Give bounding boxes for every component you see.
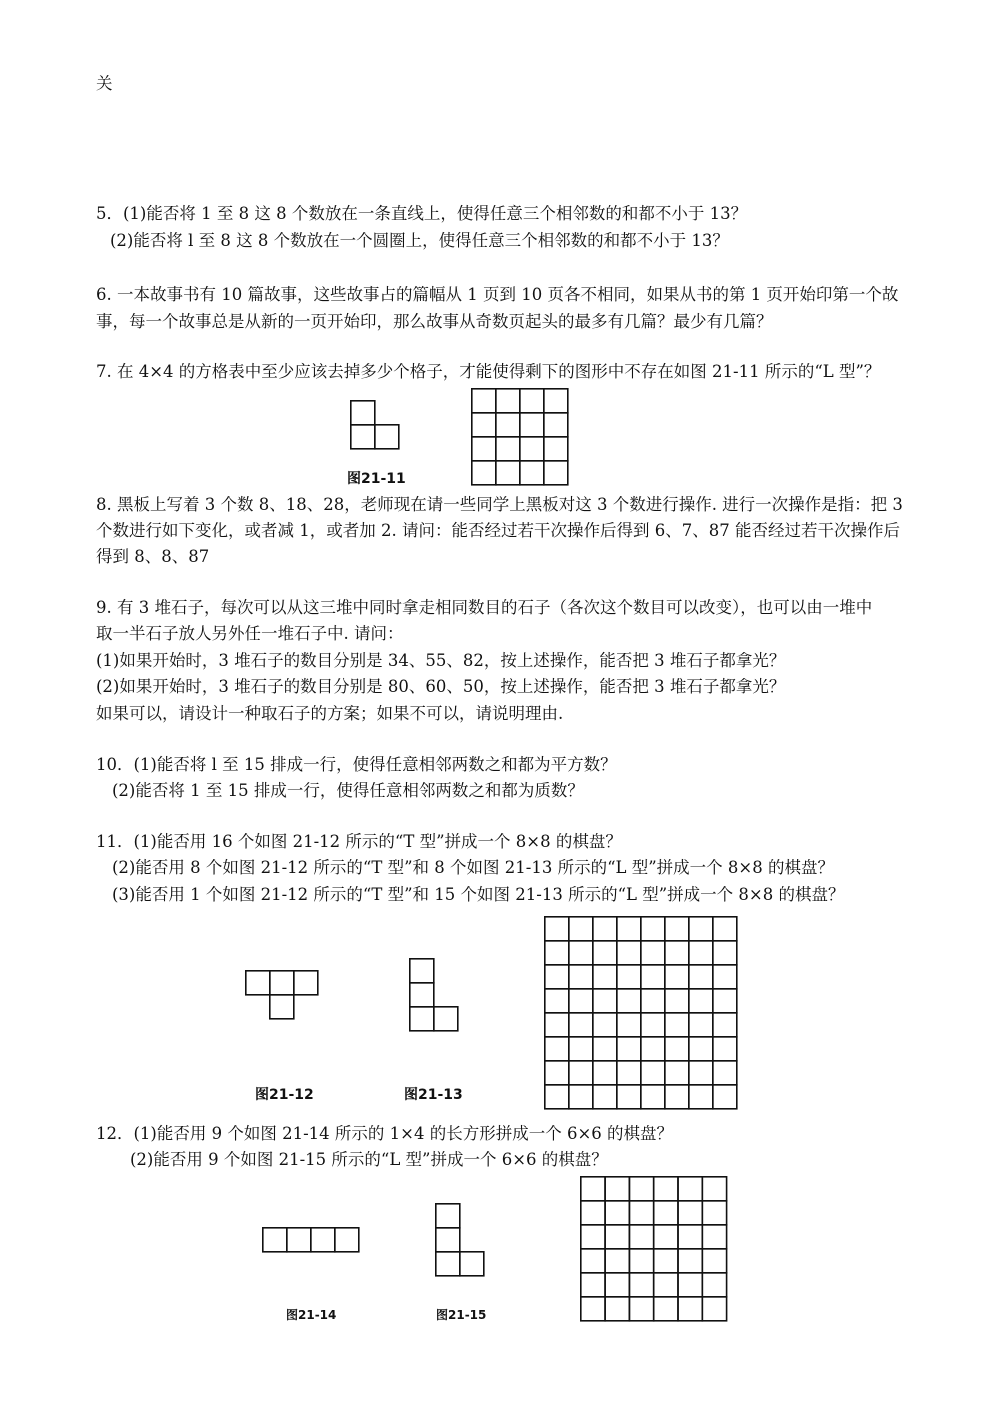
grid-cell bbox=[617, 1037, 641, 1061]
grid-cell bbox=[665, 1085, 689, 1109]
grid-cell bbox=[702, 1225, 726, 1249]
grid-cell bbox=[702, 1249, 726, 1273]
grid-cell bbox=[569, 1085, 593, 1109]
figure-21-15-l-shape bbox=[435, 1203, 487, 1279]
grid-cell bbox=[605, 1273, 629, 1297]
grid-cell bbox=[654, 1177, 678, 1201]
grid-cell bbox=[713, 941, 737, 965]
problem-9-line-5: 如果可以，请设计一种取石子的方案；如果不可以，请说明理由. bbox=[96, 704, 564, 723]
figure-21-14-caption: 图21-14 bbox=[286, 1308, 337, 1322]
grid-cell bbox=[689, 989, 713, 1013]
grid-cell bbox=[545, 1085, 569, 1109]
grid-cell bbox=[545, 989, 569, 1013]
grid-cell bbox=[605, 1201, 629, 1225]
grid-cell bbox=[702, 1297, 726, 1321]
grid-cell bbox=[545, 917, 569, 941]
problem-9-line-1: 9. 有 3 堆石子，每次可以从这三堆中同时拿走相同数目的石子（各次这个数目可以改变），也可以由一堆中 bbox=[96, 598, 873, 617]
grid-cell bbox=[593, 1085, 617, 1109]
grid-cell bbox=[617, 1013, 641, 1037]
grid-cell bbox=[665, 941, 689, 965]
chessboard-6x6 bbox=[580, 1176, 728, 1322]
grid-4x4 bbox=[471, 388, 569, 486]
grid-cell bbox=[678, 1225, 702, 1249]
problem-10-line-1: 10．(1)能否将 l 至 15 排成一行，使得任意相邻两数之和都为平方数？ bbox=[96, 755, 617, 774]
problem-8-line-1: 8. 黑板上写着 3 个数 8、18、28，老师现在请一些同学上黑板对这 3 个数进行操作. 进行一次操作是指：把 3 bbox=[96, 495, 903, 514]
grid-cell bbox=[617, 1061, 641, 1085]
figure-21-15-caption: 图21-15 bbox=[436, 1308, 487, 1322]
grid-cell bbox=[617, 1085, 641, 1109]
grid-cell bbox=[496, 461, 520, 485]
grid-cell bbox=[641, 1013, 665, 1037]
grid-cell bbox=[545, 941, 569, 965]
grid-cell bbox=[641, 989, 665, 1013]
grid-cell bbox=[569, 941, 593, 965]
grid-cell bbox=[496, 389, 520, 413]
grid-cell bbox=[593, 941, 617, 965]
grid-cell bbox=[520, 389, 544, 413]
grid-cell bbox=[581, 1201, 605, 1225]
grid-cell bbox=[545, 1037, 569, 1061]
grid-cell bbox=[665, 1061, 689, 1085]
problem-8-line-3: 得到 8、8、87 bbox=[96, 547, 210, 566]
grid-cell bbox=[678, 1297, 702, 1321]
grid-cell bbox=[689, 1085, 713, 1109]
problem-12-line-2: (2)能否用 9 个如图 21-15 所示的“L 型”拼成一个 6×6 的棋盘？ bbox=[130, 1150, 608, 1169]
grid-cell bbox=[689, 1013, 713, 1037]
problem-9-line-4: (2)如果开始时，3 堆石子的数目分别是 80、60、50，按上述操作，能否把 3 堆石子都拿光？ bbox=[96, 677, 786, 696]
grid-cell bbox=[713, 989, 737, 1013]
problem-11-line-1: 11．(1)能否用 16 个如图 21-12 所示的“T 型”拼成一个 8×8 的棋盘？ bbox=[96, 832, 622, 851]
grid-cell bbox=[605, 1249, 629, 1273]
grid-cell bbox=[569, 917, 593, 941]
figure-21-11-l-shape bbox=[350, 400, 402, 452]
grid-cell bbox=[629, 1177, 653, 1201]
grid-cell bbox=[617, 965, 641, 989]
grid-cell bbox=[665, 965, 689, 989]
problem-7-line-1: 7. 在 4×4 的方格表中至少应该去掉多少个格子，才能使得剩下的图形中不存在如图 21-11 所示的“L 型”？ bbox=[96, 362, 881, 381]
grid-cell bbox=[593, 917, 617, 941]
grid-cell bbox=[472, 461, 496, 485]
grid-cell bbox=[545, 1061, 569, 1085]
grid-cell bbox=[713, 1037, 737, 1061]
grid-cell bbox=[713, 917, 737, 941]
grid-cell bbox=[544, 437, 568, 461]
grid-cell bbox=[654, 1297, 678, 1321]
figure-21-11-caption: 图21-11 bbox=[347, 471, 406, 487]
grid-cell bbox=[654, 1249, 678, 1273]
grid-cell bbox=[665, 1037, 689, 1061]
grid-cell bbox=[678, 1273, 702, 1297]
grid-cell bbox=[617, 917, 641, 941]
grid-cell bbox=[641, 965, 665, 989]
grid-cell bbox=[472, 389, 496, 413]
figure-21-13-caption: 图21-13 bbox=[404, 1087, 463, 1103]
grid-cell bbox=[520, 413, 544, 437]
grid-cell bbox=[641, 1061, 665, 1085]
grid-cell bbox=[581, 1297, 605, 1321]
grid-cell bbox=[544, 413, 568, 437]
figure-21-12-t-shape bbox=[245, 970, 319, 1022]
grid-cell bbox=[654, 1201, 678, 1225]
grid-cell bbox=[593, 989, 617, 1013]
grid-cell bbox=[617, 989, 641, 1013]
grid-cell bbox=[713, 1013, 737, 1037]
grid-cell bbox=[713, 1061, 737, 1085]
grid-cell bbox=[605, 1225, 629, 1249]
grid-cell bbox=[654, 1273, 678, 1297]
grid-cell bbox=[581, 1273, 605, 1297]
grid-cell bbox=[641, 1085, 665, 1109]
problem-11-line-3: (3)能否用 1 个如图 21-12 所示的“T 型”和 15 个如图 21-13 所示的“L 型”拼成一个 8×8 的棋盘？ bbox=[112, 885, 845, 904]
figure-21-14-1x4-rectangle bbox=[262, 1227, 360, 1253]
grid-cell bbox=[641, 1037, 665, 1061]
grid-cell bbox=[569, 1061, 593, 1085]
grid-cell bbox=[520, 437, 544, 461]
problem-6-line-2: 事，每一个故事总是从新的一页开始印，那么故事从奇数页起头的最多有几篇？最少有几篇？ bbox=[96, 312, 773, 331]
grid-cell bbox=[472, 413, 496, 437]
grid-cell bbox=[689, 1061, 713, 1085]
problem-5-line-2: (2)能否将 l 至 8 这 8 个数放在一个圆圈上，使得任意三个相邻数的和都不小于 13？ bbox=[110, 231, 729, 250]
grid-cell bbox=[581, 1249, 605, 1273]
grid-cell bbox=[689, 965, 713, 989]
grid-cell bbox=[678, 1177, 702, 1201]
grid-cell bbox=[496, 413, 520, 437]
grid-cell bbox=[593, 1037, 617, 1061]
problem-10-line-2: (2)能否将 1 至 15 排成一行，使得任意相邻两数之和都为质数？ bbox=[112, 781, 584, 800]
grid-cell bbox=[702, 1273, 726, 1297]
grid-cell bbox=[569, 965, 593, 989]
grid-cell bbox=[665, 917, 689, 941]
grid-cell bbox=[593, 965, 617, 989]
grid-cell bbox=[593, 1013, 617, 1037]
grid-cell bbox=[544, 461, 568, 485]
grid-cell bbox=[629, 1249, 653, 1273]
grid-cell bbox=[605, 1177, 629, 1201]
grid-cell bbox=[617, 941, 641, 965]
grid-cell bbox=[629, 1297, 653, 1321]
grid-cell bbox=[654, 1225, 678, 1249]
problem-9-line-3: (1)如果开始时，3 堆石子的数目分别是 34、55、82，按上述操作，能否把 3 堆石子都拿光？ bbox=[96, 651, 786, 670]
figure-21-12-caption: 图21-12 bbox=[255, 1087, 314, 1103]
grid-cell bbox=[702, 1177, 726, 1201]
figure-21-13-l-shape bbox=[409, 958, 461, 1034]
grid-cell bbox=[581, 1225, 605, 1249]
grid-cell bbox=[581, 1177, 605, 1201]
grid-cell bbox=[678, 1201, 702, 1225]
problem-9-line-2: 取一半石子放人另外任一堆石子中. 请问： bbox=[96, 624, 404, 643]
grid-cell bbox=[665, 989, 689, 1013]
grid-cell bbox=[545, 1013, 569, 1037]
grid-cell bbox=[496, 437, 520, 461]
problem-12-line-1: 12．(1)能否用 9 个如图 21-14 所示的 1×4 的长方形拼成一个 6×6 的棋盘？ bbox=[96, 1124, 674, 1143]
grid-cell bbox=[713, 1085, 737, 1109]
grid-cell bbox=[665, 1013, 689, 1037]
grid-cell bbox=[629, 1225, 653, 1249]
grid-cell bbox=[629, 1273, 653, 1297]
grid-cell bbox=[702, 1201, 726, 1225]
problem-5-line-1: 5．(1)能否将 1 至 8 这 8 个数放在一条直线上，使得任意三个相邻数的和都不小于 13？ bbox=[96, 204, 748, 223]
chessboard-8x8 bbox=[544, 916, 738, 1110]
top-fragment: 关 bbox=[96, 74, 113, 93]
grid-cell bbox=[593, 1061, 617, 1085]
grid-cell bbox=[689, 941, 713, 965]
grid-cell bbox=[520, 461, 544, 485]
grid-cell bbox=[713, 965, 737, 989]
grid-cell bbox=[569, 1013, 593, 1037]
grid-cell bbox=[569, 989, 593, 1013]
grid-cell bbox=[569, 1037, 593, 1061]
grid-cell bbox=[641, 917, 665, 941]
grid-cell bbox=[689, 1037, 713, 1061]
grid-cell bbox=[678, 1249, 702, 1273]
grid-cell bbox=[545, 965, 569, 989]
grid-cell bbox=[689, 917, 713, 941]
grid-cell bbox=[641, 941, 665, 965]
grid-cell bbox=[472, 437, 496, 461]
problem-11-line-2: (2)能否用 8 个如图 21-12 所示的“T 型”和 8 个如图 21-13 所示的“L 型”拼成一个 8×8 的棋盘？ bbox=[112, 858, 834, 877]
grid-cell bbox=[629, 1201, 653, 1225]
grid-cell bbox=[544, 389, 568, 413]
problem-8-line-2: 个数进行如下变化，或者减 1，或者加 2. 请问：能否经过若干次操作后得到 6、7、87 能否经过若干次操作后 bbox=[96, 521, 900, 540]
grid-cell bbox=[605, 1297, 629, 1321]
problem-6-line-1: 6. 一本故事书有 10 篇故事，这些故事占的篇幅从 1 页到 10 页各不相同，如果从书的第 1 页开始印第一个故 bbox=[96, 285, 899, 304]
